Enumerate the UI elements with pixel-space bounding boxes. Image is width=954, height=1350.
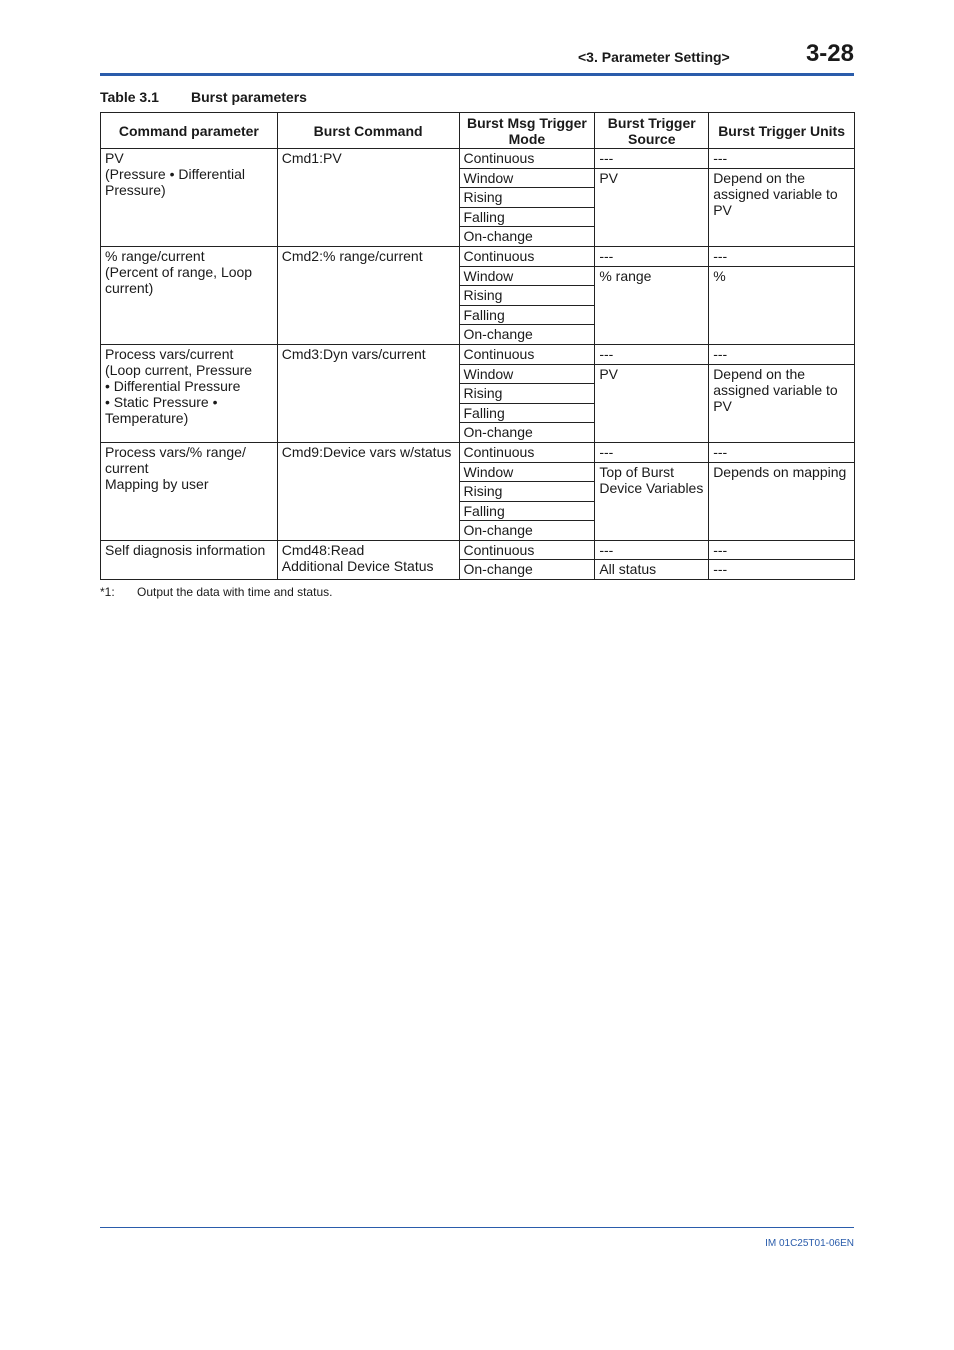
trigger-source-cell: ---	[595, 344, 709, 364]
cell-line: %	[713, 267, 726, 284]
trigger-mode-cell: On-change	[459, 423, 595, 443]
cell-line: assigned variable to	[713, 381, 838, 398]
page-number: 3-28	[805, 40, 854, 67]
trigger-mode-cell: On-change	[459, 560, 595, 580]
trigger-mode-cell: Window	[459, 168, 595, 188]
trigger-mode-cell: Continuous	[459, 442, 595, 462]
cell-line: Cmd48:Read	[281, 541, 365, 558]
burst-command-cell	[277, 540, 459, 579]
command-parameter-cell	[101, 344, 278, 442]
cell-line: PV	[599, 365, 619, 382]
footnote-text: Output the data with time and status.	[137, 585, 333, 599]
trigger-source-cell	[595, 560, 709, 580]
trigger-mode-cell: Rising	[459, 286, 595, 306]
cell-line: Depend on the	[713, 365, 806, 382]
trigger-mode-cell: Falling	[459, 305, 595, 325]
cell-line: All status	[599, 561, 657, 578]
cell-line: (Loop current, Pressure	[105, 361, 253, 378]
cell-line: Cmd9:Device vars w/status	[281, 443, 452, 460]
burst-command-cell	[277, 246, 459, 344]
trigger-units-cell: ---	[709, 442, 855, 462]
footnote	[100, 585, 332, 599]
table-title: Burst parameters	[191, 89, 307, 105]
table-row	[101, 344, 855, 364]
trigger-source-cell	[595, 266, 709, 344]
cell-line: PV	[105, 150, 124, 166]
command-parameter-cell	[101, 149, 278, 247]
command-parameter-cell	[101, 246, 278, 344]
cell-line: Depends on mapping	[713, 463, 847, 480]
trigger-units-cell	[709, 266, 855, 344]
trigger-source-cell: ---	[595, 540, 709, 560]
trigger-mode-cell: Falling	[459, 207, 595, 227]
cell-line: Top of Burst	[599, 463, 675, 480]
cell-line: Process vars/% range/	[105, 443, 246, 460]
footer-divider	[100, 1227, 854, 1228]
cell-line: % range	[599, 267, 652, 284]
trigger-mode-cell: Rising	[459, 482, 595, 502]
table-row	[101, 442, 855, 462]
command-parameter-cell	[101, 442, 278, 540]
document-number: IM 01C25T01-06EN	[765, 1238, 854, 1249]
header-divider	[100, 73, 854, 76]
table-row	[101, 246, 855, 266]
table-row	[101, 149, 855, 169]
burst-command-cell	[277, 442, 459, 540]
trigger-mode-cell: Continuous	[459, 344, 595, 364]
cell-line: Depend on the	[713, 169, 806, 186]
trigger-source-cell: ---	[595, 246, 709, 266]
cell-line: current)	[105, 279, 154, 296]
trigger-mode-cell: Continuous	[459, 149, 595, 169]
trigger-mode-cell: On-change	[459, 325, 595, 345]
trigger-source-cell	[595, 364, 709, 442]
cell-line: Temperature)	[105, 409, 189, 426]
cell-line: Cmd1:PV	[281, 150, 342, 166]
column-header: Command parameter	[101, 113, 278, 149]
command-parameter-cell	[101, 540, 278, 579]
trigger-mode-cell: On-change	[459, 227, 595, 247]
cell-line: • Static Pressure •	[105, 393, 218, 410]
table-body	[101, 149, 855, 580]
trigger-mode-cell: Window	[459, 364, 595, 384]
cell-line: % range/current	[105, 247, 205, 264]
trigger-mode-cell: Continuous	[459, 540, 595, 560]
trigger-mode-cell: Continuous	[459, 246, 595, 266]
trigger-source-cell	[595, 462, 709, 540]
trigger-units-cell: ---	[709, 540, 855, 560]
cell-line: PV	[599, 169, 619, 186]
trigger-mode-cell: Window	[459, 266, 595, 286]
trigger-mode-cell: Falling	[459, 501, 595, 521]
trigger-source-cell	[595, 168, 709, 246]
burst-command-cell	[277, 149, 459, 247]
cell-line: Pressure)	[105, 182, 166, 198]
table-number: Table 3.1	[100, 89, 159, 105]
cell-line: Process vars/current	[105, 345, 234, 362]
cell-line: • Differential Pressure	[105, 377, 241, 394]
trigger-units-cell: ---	[709, 149, 855, 169]
trigger-units-cell: ---	[709, 344, 855, 364]
trigger-mode-cell: Rising	[459, 384, 595, 404]
cell-line: current	[105, 459, 149, 476]
cell-line: Cmd3:Dyn vars/current	[281, 345, 426, 362]
column-header: Burst Command	[277, 113, 459, 149]
trigger-mode-cell: Window	[459, 462, 595, 482]
trigger-source-cell: ---	[595, 442, 709, 462]
cell-line: assigned variable to	[713, 185, 838, 202]
cell-line: Additional Device Status	[281, 557, 434, 574]
trigger-source-cell: ---	[595, 149, 709, 169]
table-row	[101, 540, 855, 560]
cell-line: (Percent of range, Loop	[105, 263, 253, 280]
cell-line: Mapping by user	[105, 475, 209, 492]
cell-line: ---	[713, 561, 728, 578]
trigger-units-cell	[709, 364, 855, 442]
column-header: Burst Msg Trigger Mode	[459, 113, 595, 149]
trigger-units-cell	[709, 168, 855, 246]
section-title: <3. Parameter Setting>	[578, 49, 730, 65]
cell-line: PV	[713, 397, 732, 414]
trigger-units-cell	[709, 560, 855, 580]
column-header: Burst Trigger Units	[709, 113, 855, 149]
cell-line: PV	[713, 201, 732, 218]
cell-line: (Pressure • Differential	[105, 166, 246, 182]
trigger-units-cell	[709, 462, 855, 540]
cell-line: Self diagnosis information	[105, 541, 266, 558]
cell-line: Cmd2:% range/current	[281, 247, 423, 264]
trigger-units-cell: ---	[709, 246, 855, 266]
trigger-mode-cell: On-change	[459, 521, 595, 541]
burst-parameters-table	[100, 112, 855, 580]
cell-line: Device Variables	[599, 479, 704, 496]
trigger-mode-cell: Falling	[459, 403, 595, 423]
footnote-mark: *1:	[100, 585, 115, 599]
table-header-row	[101, 113, 855, 149]
trigger-mode-cell: Rising	[459, 188, 595, 208]
burst-command-cell	[277, 344, 459, 442]
table-caption	[100, 89, 307, 105]
column-header: Burst Trigger Source	[595, 113, 709, 149]
